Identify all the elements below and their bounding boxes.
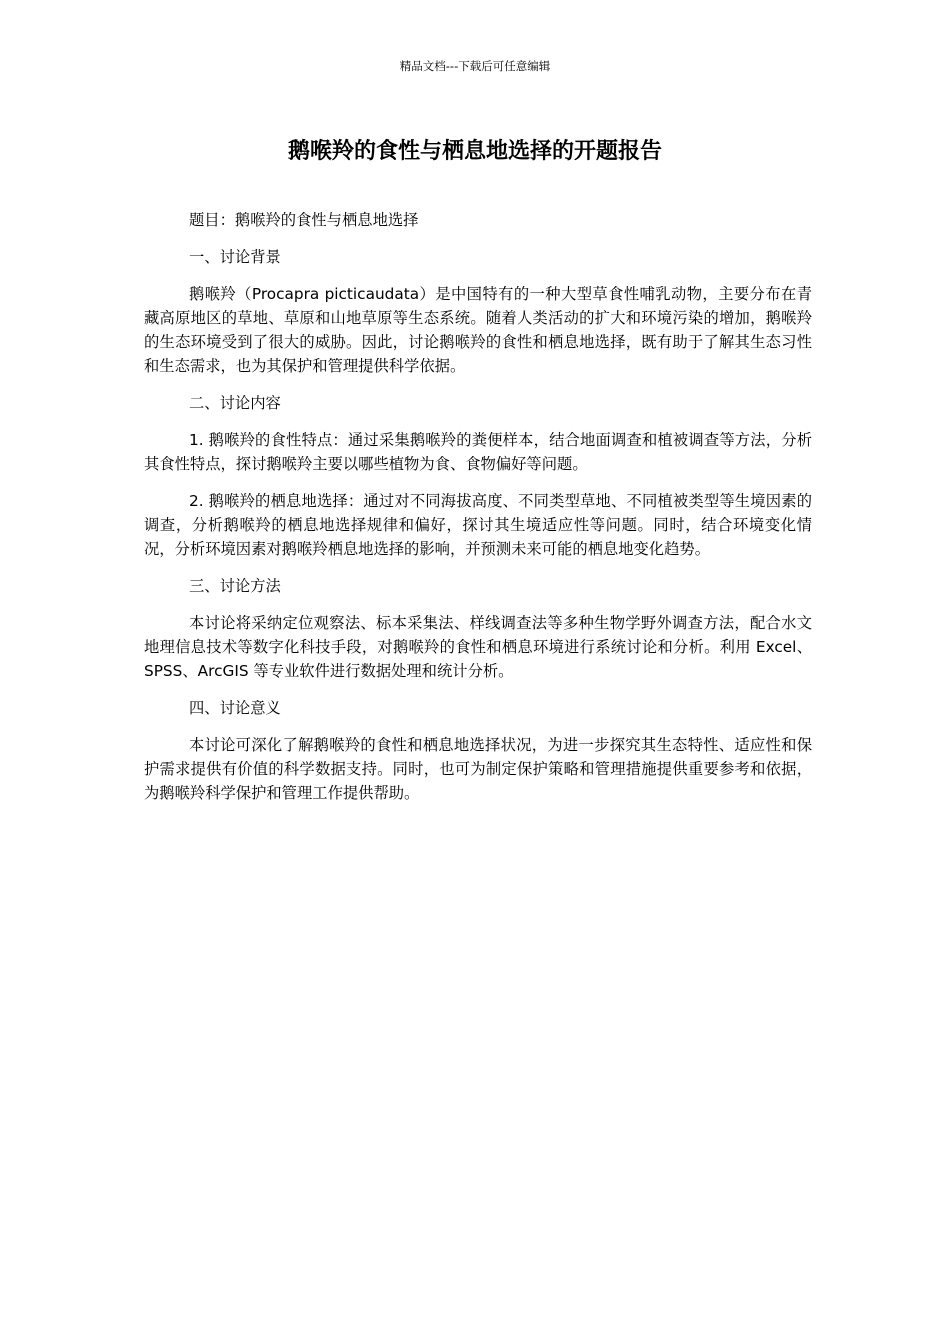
section-heading-background: 一、讨论背景 [189, 248, 281, 266]
header-note: 精品文档---下载后可任意编辑 [399, 59, 551, 73]
section-heading-significance: 四、讨论意义 [189, 699, 281, 717]
topic-line: 题目：鹅喉羚的食性与栖息地选择 [189, 211, 419, 229]
paragraph-content-habitat: 2. 鹅喉羚的栖息地选择：通过对不同海拔高度、不同类型草地、不同植被类型等生境因素的调查，分析鹅喉羚的栖息地选择规律和偏好，探讨其生境适应性等问题。同时，结合环境变化情况，分析环境因素对鹅喉羚栖息地选择的影响，并预测未来可能的栖息地变化趋势。 [144, 492, 812, 558]
paragraph-content-diet: 1. 鹅喉羚的食性特点：通过采集鹅喉羚的粪便样本，结合地面调查和植被调查等方法，分析其食性特点，探讨鹅喉羚主要以哪些植物为食、食物偏好等问题。 [144, 431, 812, 473]
paragraph-background: 鹅喉羚（Procapra picticaudata）是中国特有的一种大型草食性哺乳动物，主要分布在青藏高原地区的草地、草原和山地草原等生态系统。随着人类活动的扩大和环境污染的增加，鹅喉羚的生态环境受到了很大的威胁。因此，讨论鹅喉羚的食性和栖息地选择，既有助于了解其生态习性和生态需求，也为其保护和管理提供科学依据。 [144, 285, 812, 375]
document-title: 鹅喉羚的食性与栖息地选择的开题报告 [287, 139, 662, 164]
document-body [144, 208, 812, 818]
paragraph-methods: 本讨论将采纳定位观察法、标本采集法、样线调查法等多种生物学野外调查方法，配合水文地理信息技术等数字化科技手段，对鹅喉羚的食性和栖息环境进行系统讨论和分析。利用 Excel、SPSS、ArcGIS 等专业软件进行数据处理和统计分析。 [144, 614, 812, 680]
paragraph-significance: 本讨论可深化了解鹅喉羚的食性和栖息地选择状况，为进一步探究其生态特性、适应性和保护需求提供有价值的科学数据支持。同时，也可为制定保护策略和管理措施提供重要参考和依据，为鹅喉羚科学保护和管理工作提供帮助。 [144, 736, 812, 802]
section-heading-content: 二、讨论内容 [189, 394, 281, 412]
section-heading-methods: 三、讨论方法 [189, 577, 281, 595]
